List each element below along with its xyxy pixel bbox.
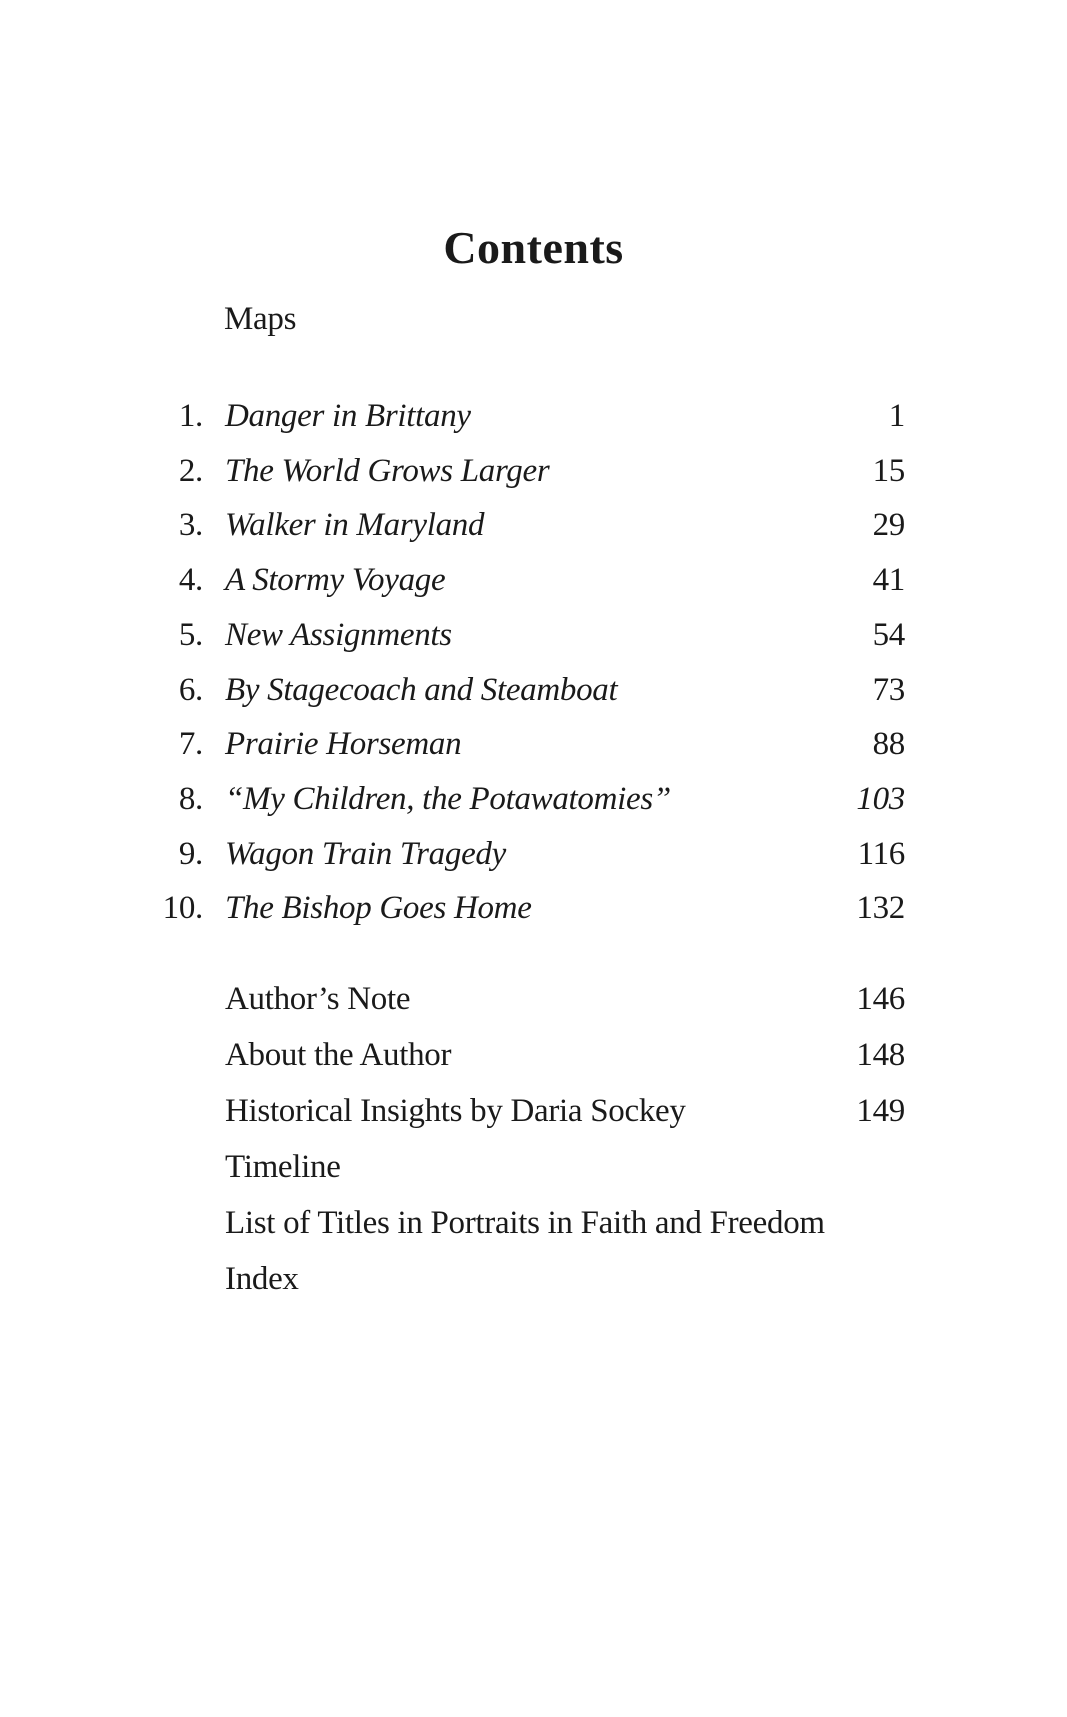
toc-row (158, 663, 905, 718)
chapter-page: 54 (872, 616, 905, 653)
chapter-title: “My Children, the Potawatomies” (225, 780, 671, 817)
chapter-number: 2. (178, 452, 203, 489)
chapter-number: 5. (178, 616, 203, 653)
back-matter-title: Historical Insights by Daria Sockey (225, 1093, 686, 1129)
toc-row (158, 717, 905, 772)
chapter-page: 73 (872, 671, 905, 708)
back-matter-row (225, 1251, 905, 1307)
back-matter-page: 146 (856, 981, 905, 1017)
toc-row (158, 608, 905, 663)
back-matter-row (225, 1027, 905, 1083)
chapter-list (158, 389, 905, 936)
back-matter-title: About the Author (225, 1037, 452, 1073)
toc-row (158, 827, 905, 882)
maps-section-label: Maps (224, 301, 297, 337)
chapter-page: 1 (888, 398, 905, 434)
chapter-title: Danger in Brittany (225, 398, 471, 434)
chapter-title: New Assignments (225, 616, 452, 653)
chapter-number: 4. (178, 562, 203, 599)
chapter-title: Walker in Maryland (225, 507, 485, 544)
chapter-title: A Stormy Voyage (225, 562, 446, 599)
chapter-number: 1. (178, 398, 203, 434)
back-matter-title: List of Titles in Portraits in Faith and Freedom (225, 1205, 825, 1241)
back-matter-row (225, 1083, 905, 1139)
chapter-number: 7. (178, 726, 203, 763)
chapter-number: 9. (178, 835, 203, 872)
back-matter-row (225, 1139, 905, 1195)
chapter-page: 15 (872, 452, 905, 489)
chapter-page: 116 (857, 835, 905, 872)
chapter-title: Wagon Train Tragedy (225, 835, 506, 872)
chapter-number: 10. (162, 890, 203, 927)
back-matter-title: Timeline (225, 1149, 341, 1185)
back-matter-title: Index (225, 1261, 299, 1297)
back-matter-title: Author’s Note (225, 981, 411, 1017)
page-title: Contents (443, 221, 624, 273)
back-matter-row (225, 971, 905, 1027)
chapter-page: 103 (856, 780, 905, 817)
back-matter-page: 148 (856, 1037, 905, 1073)
back-matter-row (225, 1195, 905, 1251)
chapter-page: 88 (872, 726, 905, 763)
toc-row (158, 389, 905, 444)
back-matter-list (225, 971, 905, 1307)
toc-row (158, 553, 905, 608)
chapter-title: Prairie Horseman (225, 726, 462, 763)
chapter-number: 3. (178, 507, 203, 544)
back-matter-page: 149 (856, 1093, 905, 1129)
chapter-page: 132 (856, 890, 905, 927)
chapter-page: 41 (872, 562, 905, 599)
chapter-number: 6. (178, 671, 203, 708)
toc-row (158, 772, 905, 827)
chapter-number: 8. (178, 780, 203, 817)
toc-row (158, 881, 905, 936)
chapter-title: By Stagecoach and Steamboat (225, 671, 618, 708)
toc-row (158, 498, 905, 553)
chapter-title: The Bishop Goes Home (225, 890, 532, 927)
chapter-page: 29 (872, 507, 905, 544)
toc-row (158, 444, 905, 499)
chapter-title: The World Grows Larger (225, 452, 550, 489)
